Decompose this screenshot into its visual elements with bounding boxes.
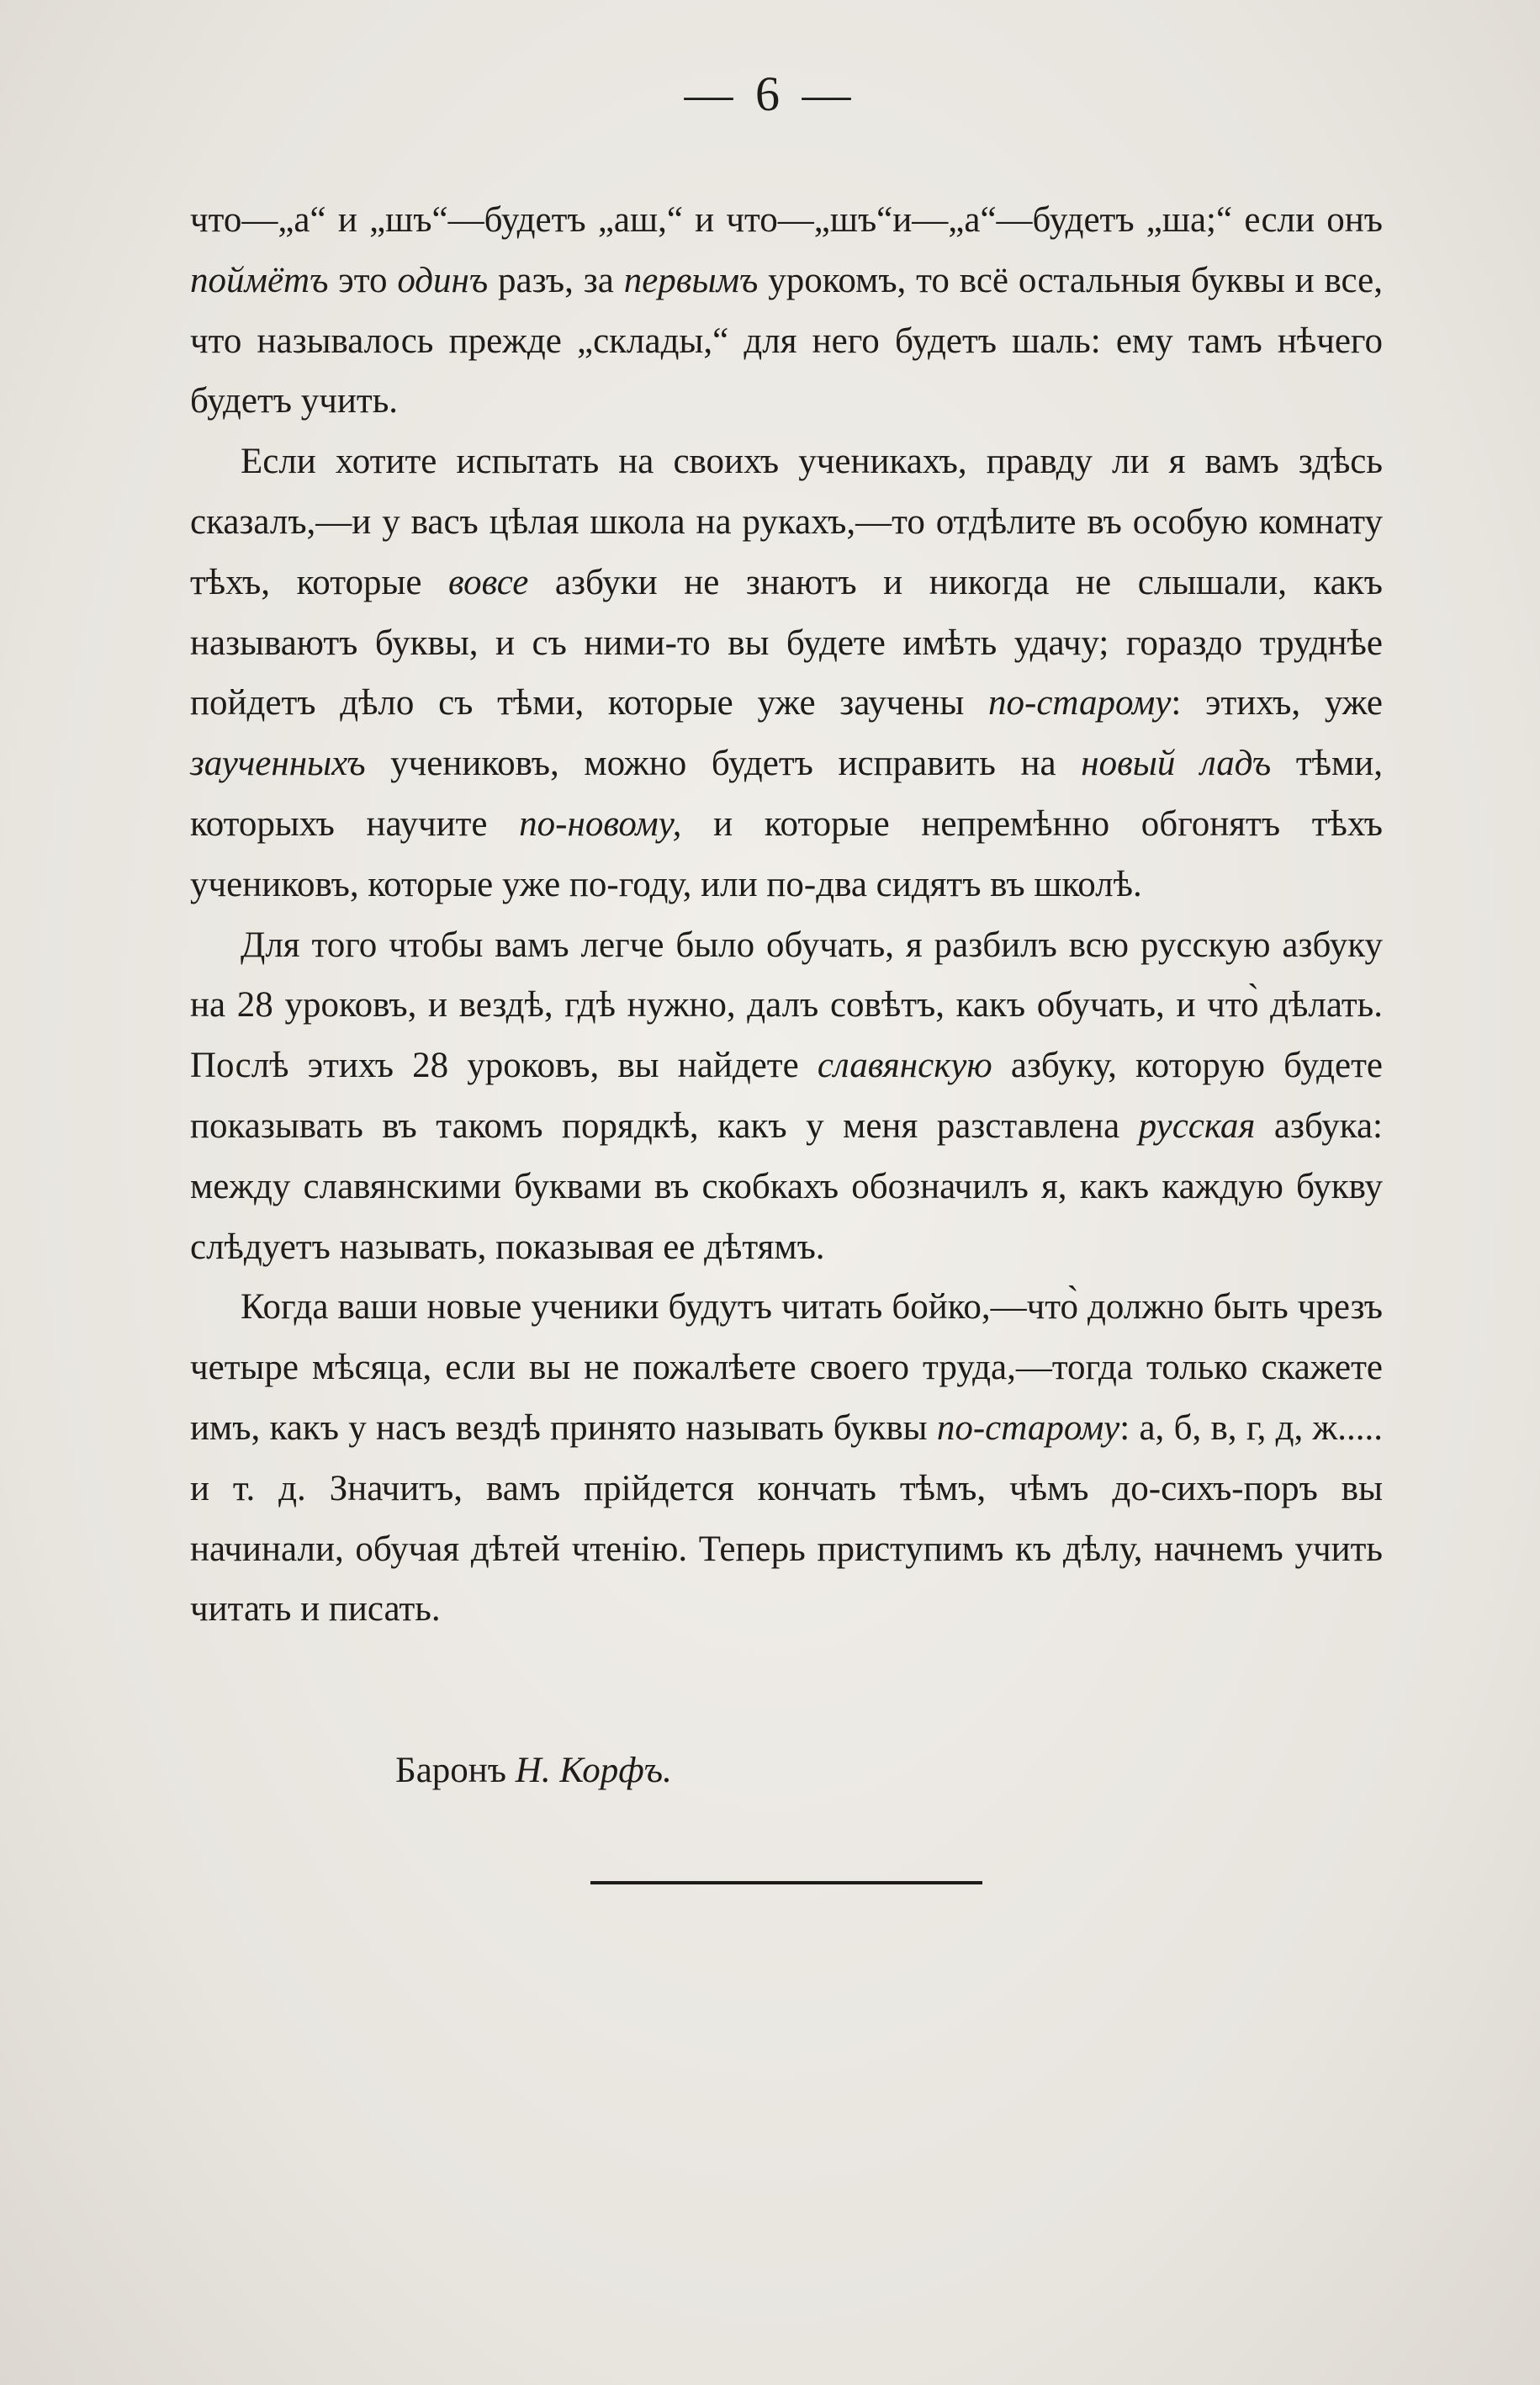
paragraph [190, 190, 1383, 432]
italic-phrase: поймётъ [190, 260, 329, 300]
text-run: Для того чтобы вамъ легче было обучать, я разбилъ всю русскую азбуку на 28 уроковъ, и вездѣ, гдѣ нужно, далъ совѣтъ, какъ обучать, и что̀ дѣлать. Послѣ этихъ 28 уроковъ, вы найдете [190, 925, 1383, 1086]
text-run: это [328, 260, 398, 300]
text-run: : этихъ, уже [1171, 683, 1383, 723]
text-run: азбуки не знаютъ и никогда не слышали, какъ называютъ буквы, и съ ними-то вы будете имѣть удачу; гораздо труднѣе пойдетъ дѣло съ тѣми, которые уже заучены [190, 562, 1383, 723]
signature-name: Н. Корфъ. [515, 1751, 672, 1790]
text-run: Когда ваши новые ученики будутъ читать бойко,—что̀ должно быть чрезъ четыре мѣсяца, если вы не пожалѣете своего труда,—тогда только скажете имъ, какъ у насъ вездѣ принято называть буквы [190, 1287, 1383, 1448]
closing-rule [590, 1881, 982, 1884]
text-run: : а, б, в, г, д, ж..... и т. д. Значитъ, вамъ прійдется кончать тѣмъ, чѣмъ до-сихъ-поръ вы начинали, обучая дѣтей чтенію. Теперь приступимъ къ дѣлу, начнемъ учить читать и писать. [190, 1407, 1383, 1630]
text-run: тѣми, которыхъ научите [190, 744, 1383, 844]
italic-phrase: новый ладъ [1081, 744, 1272, 784]
italic-phrase: вовсе [448, 562, 529, 602]
text-run: азбука: между славянскими буквами въ скобкахъ обозначилъ я, какъ каждую букву слѣдуетъ называть, показывая ее дѣтямъ. [190, 1105, 1383, 1267]
text-run: и которые непремѣнно обгонятъ тѣхъ учениковъ, которые уже по-году, или по-два сидятъ въ школѣ. [190, 803, 1383, 904]
signature [395, 1750, 672, 1791]
italic-phrase: одинъ [397, 260, 489, 300]
paragraph [190, 915, 1383, 1278]
page-number: — 6 — [684, 66, 856, 121]
italic-phrase: по-старому [988, 683, 1172, 723]
text-run: азбуку, которую будете показывать въ такомъ порядкѣ, какъ у меня разставлена [190, 1046, 1383, 1146]
italic-phrase: по-новому, [519, 803, 682, 844]
italic-phrase: первымъ [623, 260, 759, 300]
text-run: учениковъ, можно будетъ исправить на [365, 744, 1082, 784]
text-run: Если хотите испытать на своихъ ученикахъ, правду ли я вамъ здѣсь сказалъ,—и у васъ цѣлая школа на рукахъ,—то отдѣлите въ особую комнату тѣхъ, которые [190, 442, 1383, 602]
italic-phrase: русская [1138, 1105, 1256, 1146]
signature-prefix: Баронъ [395, 1751, 516, 1790]
paragraph [190, 432, 1383, 914]
body-text [190, 190, 1383, 1640]
italic-phrase: славянскую [817, 1046, 992, 1086]
text-run: урокомъ, то всё остальныя буквы и все, что называлось прежде „склады,“ для него будетъ шаль: ему тамъ нѣчего будетъ учить. [190, 260, 1383, 421]
italic-phrase: по-старому [936, 1407, 1120, 1448]
paragraph [190, 1277, 1383, 1640]
text-run: что—„а“ и „шъ“—будетъ „аш,“ и что—„шъ“и—„а“—будетъ „ша;“ если онъ [190, 200, 1383, 240]
text-run: разъ, за [488, 260, 624, 300]
italic-phrase: заученныхъ [190, 744, 366, 784]
